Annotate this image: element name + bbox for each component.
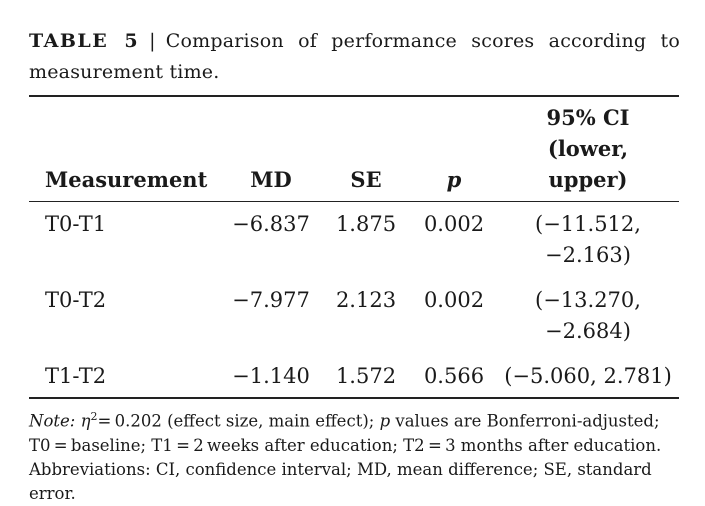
row-2-measurement: T0-T2	[45, 288, 107, 312]
header-ci-line3: upper)	[548, 167, 628, 192]
row-3-md: −1.140	[232, 364, 310, 388]
row-1-se: 1.875	[335, 212, 397, 236]
row-3-measurement: T1-T2	[45, 364, 107, 388]
table-caption	[29, 26, 680, 88]
note-line-2: T0 = baseline; T1 = 2 weeks after education; T2 = 3 months after education.	[29, 435, 662, 455]
row-3-ci-line1: (−5.060, 2.781)	[504, 364, 672, 388]
table-top-rule	[29, 95, 679, 97]
row-1-p: 0.002	[423, 212, 485, 236]
row-2-md: −7.977	[232, 288, 310, 312]
header-se: SE	[350, 167, 382, 192]
note-eta-symbol: η	[80, 411, 91, 431]
row-1-ci-line1: (−11.512,	[535, 212, 641, 236]
row-3-p: 0.566	[423, 364, 485, 388]
note-line-1: Note: $\eta^2= 0.202$ (effect size, main effect); p values are Bonferroni-adjusted;	[29, 410, 660, 431]
header-md: MD	[250, 167, 292, 192]
table-note	[29, 405, 689, 506]
table-title: Comparison of performance scores according to measurement time.	[29, 30, 681, 83]
table-label: TABLE 5	[29, 30, 140, 52]
row-2-ci-line1: (−13.270,	[535, 288, 641, 312]
note-line-3: Abbreviations: CI, confidence interval; MD, mean difference; SE, standard error.	[29, 459, 652, 503]
note-bonferroni: values are Bonferroni-adjusted;	[395, 411, 660, 431]
row-1-measurement: T0-T1	[45, 212, 107, 236]
header-p: p	[446, 167, 462, 192]
row-1-md: −6.837	[232, 212, 310, 236]
row-2-ci-line2: −2.684)	[545, 319, 631, 343]
header-measurement: Measurement	[45, 167, 208, 192]
table-header-rule	[29, 201, 679, 202]
row-2-p: 0.002	[423, 288, 485, 312]
row-3-se: 1.572	[335, 364, 397, 388]
header-ci-line2: (lower,	[547, 136, 629, 161]
header-ci-line1: 95% CI	[546, 105, 630, 130]
note-label: Note:	[29, 411, 76, 431]
caption-separator: |	[149, 30, 156, 52]
table-bottom-rule	[29, 397, 679, 399]
note-effect-size: = 0.202 (effect size, main effect);	[97, 411, 375, 431]
row-2-se: 2.123	[335, 288, 397, 312]
row-1-ci-line2: −2.163)	[545, 243, 631, 267]
note-p-symbol: p	[379, 411, 391, 431]
